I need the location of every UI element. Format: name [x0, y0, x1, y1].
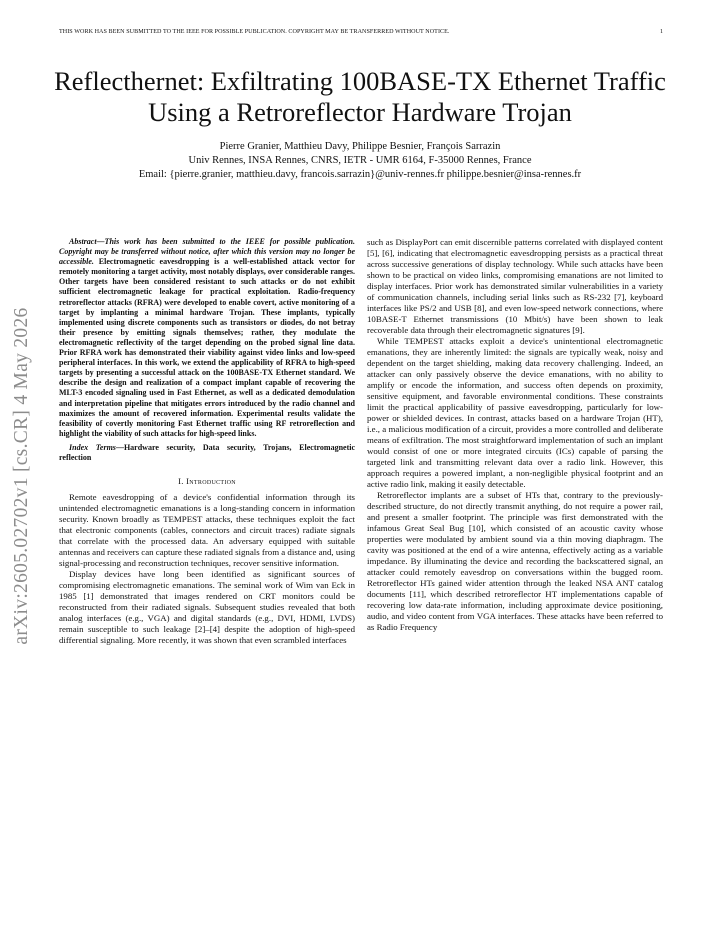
- index-terms: [59, 443, 355, 463]
- author-email: Email: {pierre.granier, matthieu.davy, francois.sarrazin}@univ-rennes.fr philippe.besnier@insa-rennes.fr: [138, 169, 582, 180]
- author-affiliation: Univ Rennes, INSA Rennes, CNRS, IETR - UMR 6164, F-35000 Rennes, France: [188, 155, 532, 166]
- paper-title: Reflecthernet: Exfiltrating 100BASE-TX Ethernet Traffic Using a Retroreflector Hardware Trojan: [54, 66, 666, 127]
- left-column: [59, 237, 355, 646]
- arxiv-stamp: arXiv:2605.02702v1 [cs.CR] 4 May 2026: [11, 307, 32, 645]
- author-names: Pierre Granier, Matthieu Davy, Philippe Besnier, François Sarrazin: [219, 141, 501, 152]
- section-number: I.: [178, 476, 184, 487]
- section-heading: [59, 476, 355, 487]
- abstract-lead: Abstract—This work has been submitted to the IEEE for possible publication. Copyright may be transferred without notice, after which this version may no longer be accessible.: [59, 237, 355, 267]
- paragraph: such as DisplayPort can emit discernible patterns correlated with displayed content [5], [6], indicating that electromagnetic eavesdropping persists as a practical threat across successive generations of display technology. While such attacks have been shown to be practical on video links, compromising emanations are not limited to display interfaces. Prior work has demonstrated similar vulnerabilities in a variety of communication channels, including serial links such as RS-232 [7], keyboard interfaces like PS/2 and USB [8], and even low-speed network connections, where 10BASE-T Ethernet transmissions (10 Mbit/s) have been shown to leak recoverable data through their electromagnetic signatures [9].: [367, 237, 663, 335]
- author-block: [40, 140, 680, 182]
- paragraph: Remote eavesdropping of a device's confidential information through its unintended electromagnetic emanations is a long-standing concern in information security. Known broadly as TEMPEST attacks, these techniques exploit the fact that electronic components (cables, connectors and circuit traces) radiate signals that correlate with the processed data. An adversary equipped with suitable antennas and receivers can capture these radiated signals from a distance and, using signal-processing and reconstruction techniques, recover sensitive information.: [59, 492, 355, 569]
- paragraph: Retroreflector implants are a subset of HTs that, contrary to the previously-described structure, do not directly transmit anything, do not require a power rail, and present a smaller footprint. The principle was first demonstrated with the infamous Great Seal Bug [10], which consisted of an acoustic cavity whose properties were modulated by ambient sound via a thin moving diaphragm. The cavity was positioned at the end of a wire antenna, effectively acting as a variable impedance. By illuminating the device and recording the backscattered signal, an attacker could remotely eavesdrop on conversations within the bugged room. Retroreflector HTs gained wider attention through the leaked NSA ANT catalog documents [11], which described retroreflector HT implementations capable of recovering low data-rate information, including approximate device positioning, audio, and video content from VGA interfaces. These attacks have been referred to as Radio Frequency: [367, 490, 663, 632]
- abstract: [59, 237, 355, 439]
- paragraph: Display devices have long been identified as significant sources of compromising electromagnetic emanations. The seminal work of Wim van Eck in 1985 [1] demonstrated that images rendered on CRT monitors could be reconstructed from their radiated signals. Subsequent studies revealed that both analog interfaces (e.g., VGA) and digital standards (e.g., DVI, HDMI, LVDS) remain susceptible to such leakage [2]–[4] despite the adoption of high-speed differential signaling. More recently, it was shown that even scrambled interfaces: [59, 569, 355, 646]
- paragraph: While TEMPEST attacks exploit a device's unintentional electromagnetic emanations, they are inherently limited: the signals are typically weak, noisy and dependent on the target shielding, making data recovery challenging. Indeed, an attacker can only passively observe the device emanations, with no ability to amplify or encode the information, and success often depends on proximity, sensitive equipment, and favorable environmental conditions. These constraints limit the practical applicability of passive eavesdropping, particularly for low-power or shielded devices. In contrast, attacks based on a hardware Trojan (HT), i.e., a malicious modification of a circuit, provides a more controlled and deliberate means of exfiltration. The most straightforward implementation of such an implant would consist of one or more integrated circuits (ICs) capable of parsing the targeted link and transmitting relevant data over a radio link. However, this approach requires a powered implant, a non-negligible physical footprint and an active radio link, making it easily detectable.: [367, 336, 663, 489]
- index-terms-body: —Hardware security, Data security, Trojans, Electromagnetic reflection: [59, 442, 356, 462]
- running-header: THIS WORK HAS BEEN SUBMITTED TO THE IEEE FOR POSSIBLE PUBLICATION. COPYRIGHT MAY BE TRANSFERRED WITHOUT NOTICE.: [59, 29, 450, 35]
- right-column: [367, 237, 663, 633]
- page-number: 1: [659, 29, 663, 35]
- section-name: Introduction: [186, 476, 236, 487]
- index-terms-lead: Index Terms: [69, 442, 116, 452]
- abstract-body: Electromagnetic eavesdropping is a well-established attack vector for remotely monitoring a target activity, most notably displays, over considerable ranges. Other targets have been considered resistant to such attacks or do not exhibit sufficient electromagnetic leakage for practical exploitation. Radio-frequency retroreflector attacks (RFRA) were developed to enable covert, active monitoring of a target by implanting a minimal hardware Trojan. These implants, typically implemented using discrete components such as transistors or diodes, do not betray their presence by emitting signals themselves; rather, they modulate the electromagnetic reflectivity of the target depending on the probed signal line data. Prior RFRA work has demonstrated their viability against video links and low-speed peripheral interfaces. In this work, we extend the applicability of RFRA to high-speed targets by presenting a successful attack on the 100BASE-TX Ethernet standard. We describe the design and realization of a compact implant capable of recovering the MLT-3 encoded signaling used in Fast Ethernet, as well as a dedicated demodulation and interpretation pipeline that mitigates errors introduced by the radio channel and maximizes the amount of recovered information. Experimental results validate the feasibility of covertly monitoring Fast Ethernet traffic using RF retroreflection and highlight the viability of such attacks for high-speed links.: [59, 257, 355, 438]
